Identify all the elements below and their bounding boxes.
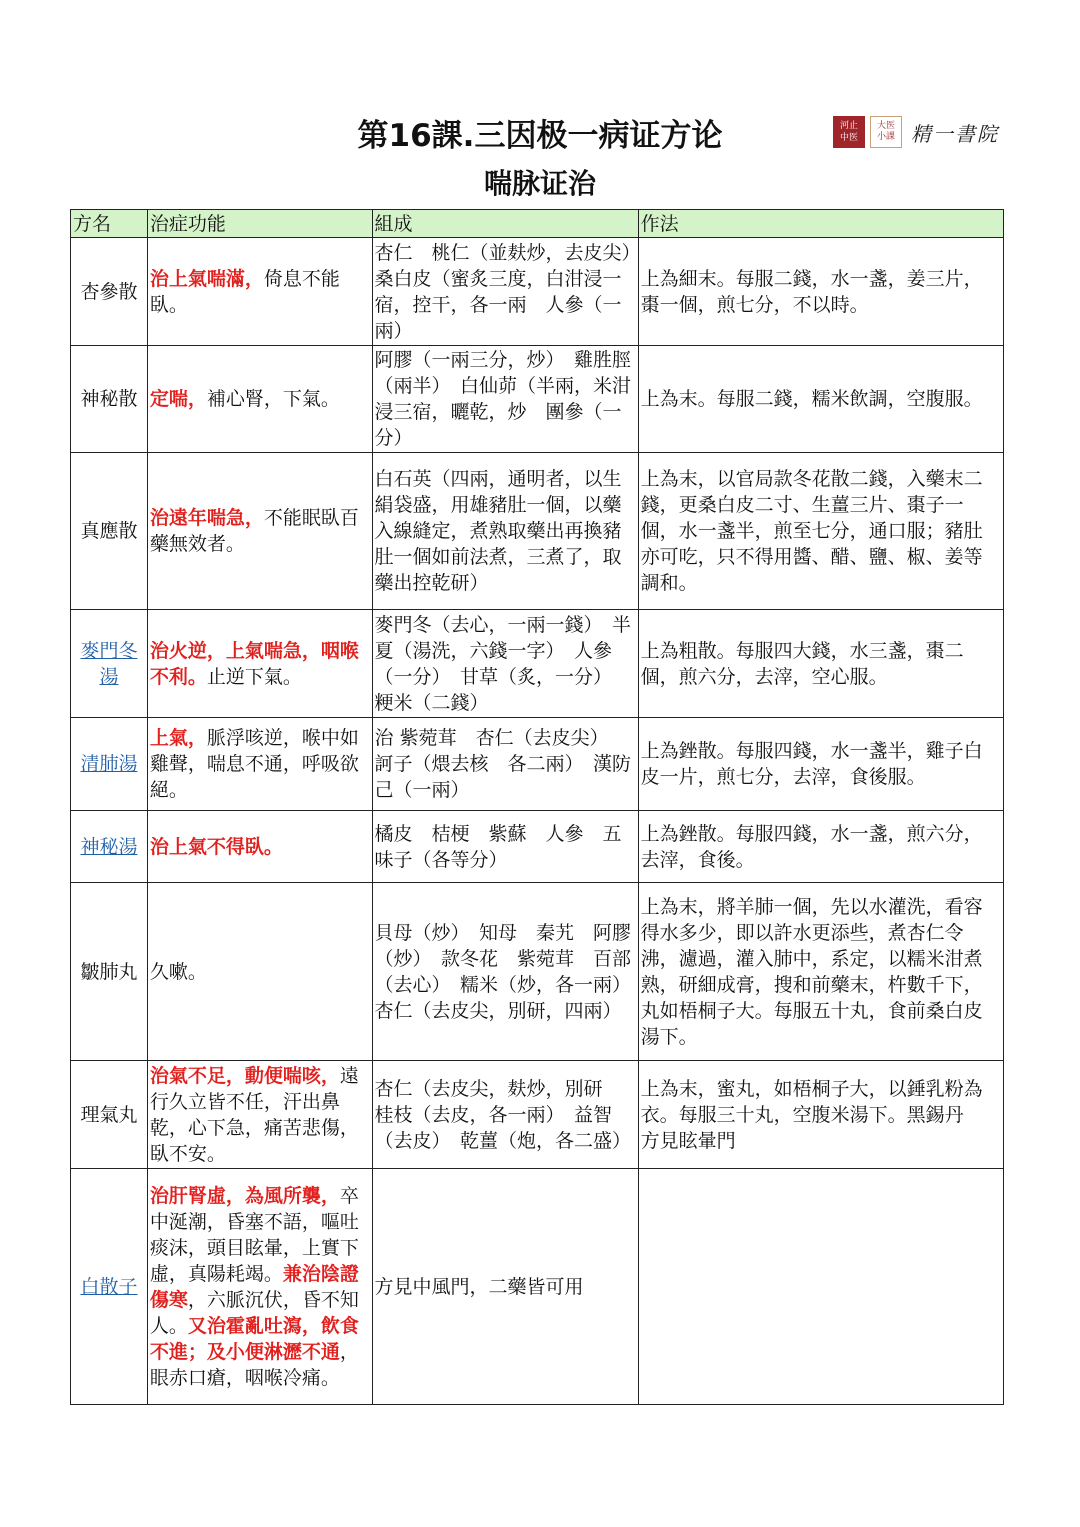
composition-cell: 麥門冬（去心，一兩一錢） 半夏（湯洗，六錢一字） 人參（一分） 甘草（炙，一分） 粳米（二錢） [372, 610, 638, 718]
function-cell: 久嗽。 [147, 883, 372, 1061]
method-cell: 上為末，以官局款冬花散二錢，入藥末二錢，更桑白皮二寸、生薑三片、棗子一個，水一盞半，煎至七分，通口服；豬肚亦可吃，只不得用醬、醋、鹽、椒、姜等調和。 [638, 453, 1003, 610]
method-cell: 上為末，蜜丸，如梧桐子大，以錘乳粉為衣。每服三十丸，空腹米湯下。黑錫丹 方見眩暈門 [638, 1061, 1003, 1169]
table-row [71, 1169, 1004, 1405]
table-row [71, 718, 1004, 811]
method-cell [638, 1169, 1003, 1405]
composition-cell: 貝母（炒） 知母 秦艽 阿膠（炒） 款冬花 紫菀茸 百部（去心） 糯米（炒，各一兩） 杏仁（去皮尖，別研，四兩） [372, 883, 638, 1061]
function-cell: 治上氣喘滿，倚息不能臥。 [147, 238, 372, 346]
prescription-table [70, 209, 1004, 1405]
logo-group [833, 114, 999, 150]
method-cell: 上為銼散。每服四錢，水一盞，煎六分，去滓，食後。 [638, 811, 1003, 883]
table-row [71, 453, 1004, 610]
table-row [71, 811, 1004, 883]
method-cell: 上為細末。每服二錢，水一盞，姜三片，棗一個，煎七分，不以時。 [638, 238, 1003, 346]
formula-name: 真應散 [71, 453, 148, 610]
composition-cell: 方見中風門，二藥皆可用 [372, 1169, 638, 1405]
table-header-row [71, 210, 1004, 238]
formula-name-link[interactable]: 白散子 [71, 1169, 148, 1405]
table-row [71, 1061, 1004, 1169]
composition-cell: 阿膠（一兩三分，炒） 雞胜脛（兩半） 白仙茆（半兩，米泔浸三宿，曬乾，炒 團參（一分） [372, 346, 638, 453]
seal-logo: 河止 中医 [833, 116, 865, 148]
formula-name-link[interactable]: 麥門冬湯 [71, 610, 148, 718]
function-cell: 治氣不足，動便喘咳，遠行久立皆不任，汗出鼻乾，心下急，痛苦悲傷，臥不安。 [147, 1061, 372, 1169]
function-cell: 治上氣不得臥。 [147, 811, 372, 883]
page-subtitle: 喘脉证治 [483, 167, 596, 200]
composition-cell: 杏仁 桃仁（並麸炒，去皮尖） 桑白皮（蜜炙三度，白泔浸一宿，控干，各一兩 人參（一兩） [372, 238, 638, 346]
table-row [71, 883, 1004, 1061]
method-cell: 上為銼散。每服四錢，水一盞半，雞子白皮一片，煎七分，去滓，食後服。 [638, 718, 1003, 811]
formula-name: 理氣丸 [71, 1061, 148, 1169]
formula-name-link[interactable]: 神秘湯 [71, 811, 148, 883]
header-method: 作法 [638, 210, 1003, 238]
method-cell: 上為末，將羊肺一個，先以水灌洗，看容得水多少，即以許水更添些，煮杏仁令沸，濾過，灌入肺中，系定，以糯米泔煮熟，研細成膏，搜和前藥末，杵數千下，丸如梧桐子大。每服五十丸，食前桑白皮湯下。 [638, 883, 1003, 1061]
composition-cell: 橘皮 桔梗 紫蘇 人參 五味子（各等分） [372, 811, 638, 883]
calligraphy-logo: 精一書院 [911, 121, 999, 146]
function-cell: 治肝腎虛，為風所襲，卒中涎潮，昏塞不語，嘔吐痰沫，頭目眩暈，上實下虛，真陽耗竭。兼治陰證傷寒，六脈沉伏，昏不知人。又治霍亂吐瀉，飲食不進；及小便淋瀝不通，眼赤口瘡，咽喉冷痛。 [147, 1169, 372, 1405]
header-name: 方名 [71, 210, 148, 238]
composition-cell: 治 紫菀茸 杏仁（去皮尖） 訶子（煨去核 各二兩） 漢防己（一兩） [372, 718, 638, 811]
formula-name: 皺肺丸 [71, 883, 148, 1061]
formula-name: 杏參散 [71, 238, 148, 346]
formula-name-link[interactable]: 清肺湯 [71, 718, 148, 811]
function-cell: 上氣，脈浮咳逆，喉中如雞聲，喘息不通，呼吸欲絕。 [147, 718, 372, 811]
method-cell: 上為粗散。每服四大錢，水三盞，棗二個，煎六分，去滓，空心服。 [638, 610, 1003, 718]
course-logo: 大医 小課 [870, 116, 902, 148]
formula-name: 神秘散 [71, 346, 148, 453]
table-row [71, 610, 1004, 718]
header-function: 治症功能 [147, 210, 372, 238]
composition-cell: 杏仁（去皮尖，麸炒，別研 桂枝（去皮，各一兩） 益智（去皮） 乾薑（炮，各二盛） [372, 1061, 638, 1169]
function-cell: 治遠年喘急，不能眠臥百藥無效者。 [147, 453, 372, 610]
table-row [71, 346, 1004, 453]
table-row [71, 238, 1004, 346]
method-cell: 上為末。每服二錢，糯米飲調，空腹服。 [638, 346, 1003, 453]
function-cell: 定喘，補心腎，下氣。 [147, 346, 372, 453]
composition-cell: 白石英（四兩，通明者，以生絹袋盛，用雄豬肚一個，以藥入線縫定，煮熟取藥出再換豬肚一個如前法煮，三煮了，取藥出控乾研） [372, 453, 638, 610]
header-composition: 組成 [372, 210, 638, 238]
function-cell: 治火逆，上氣喘急，咽喉不利。止逆下氣。 [147, 610, 372, 718]
page-title: 第16課.三因极一病证方论 [357, 118, 723, 154]
